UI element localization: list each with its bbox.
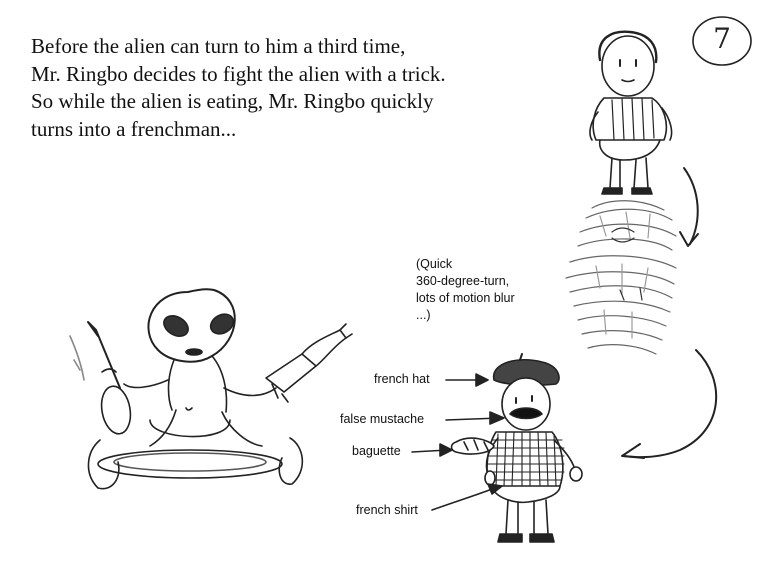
narration-text bbox=[31, 33, 551, 143]
frenchman-figure bbox=[452, 354, 583, 542]
alien-figure bbox=[70, 289, 352, 489]
spin-note bbox=[416, 256, 515, 324]
page-number-text: 7 bbox=[713, 22, 731, 55]
motion-blur-figure bbox=[566, 201, 676, 354]
label-french-hat: french hat bbox=[374, 372, 430, 386]
narration-line: turns into a frenchman... bbox=[31, 116, 237, 141]
label-baguette: baguette bbox=[352, 444, 401, 458]
spin-note-line: lots of motion blur bbox=[416, 291, 515, 305]
narration-line: Mr. Ringbo decides to fight the alien with a trick. bbox=[31, 61, 446, 86]
narration-line: So while the alien is eating, Mr. Ringbo quickly bbox=[31, 89, 434, 113]
spin-note-line: 360-degree-turn, bbox=[416, 274, 510, 288]
mr-ringbo-figure bbox=[590, 32, 672, 194]
label-french-shirt: french shirt bbox=[356, 503, 418, 517]
spin-note-line: ...) bbox=[416, 308, 431, 322]
narration-line: Before the alien can turn to him a third time, bbox=[31, 34, 406, 58]
spin-note-line: (Quick bbox=[416, 257, 453, 271]
page-number bbox=[690, 14, 754, 68]
label-false-mustache: false mustache bbox=[340, 412, 425, 426]
